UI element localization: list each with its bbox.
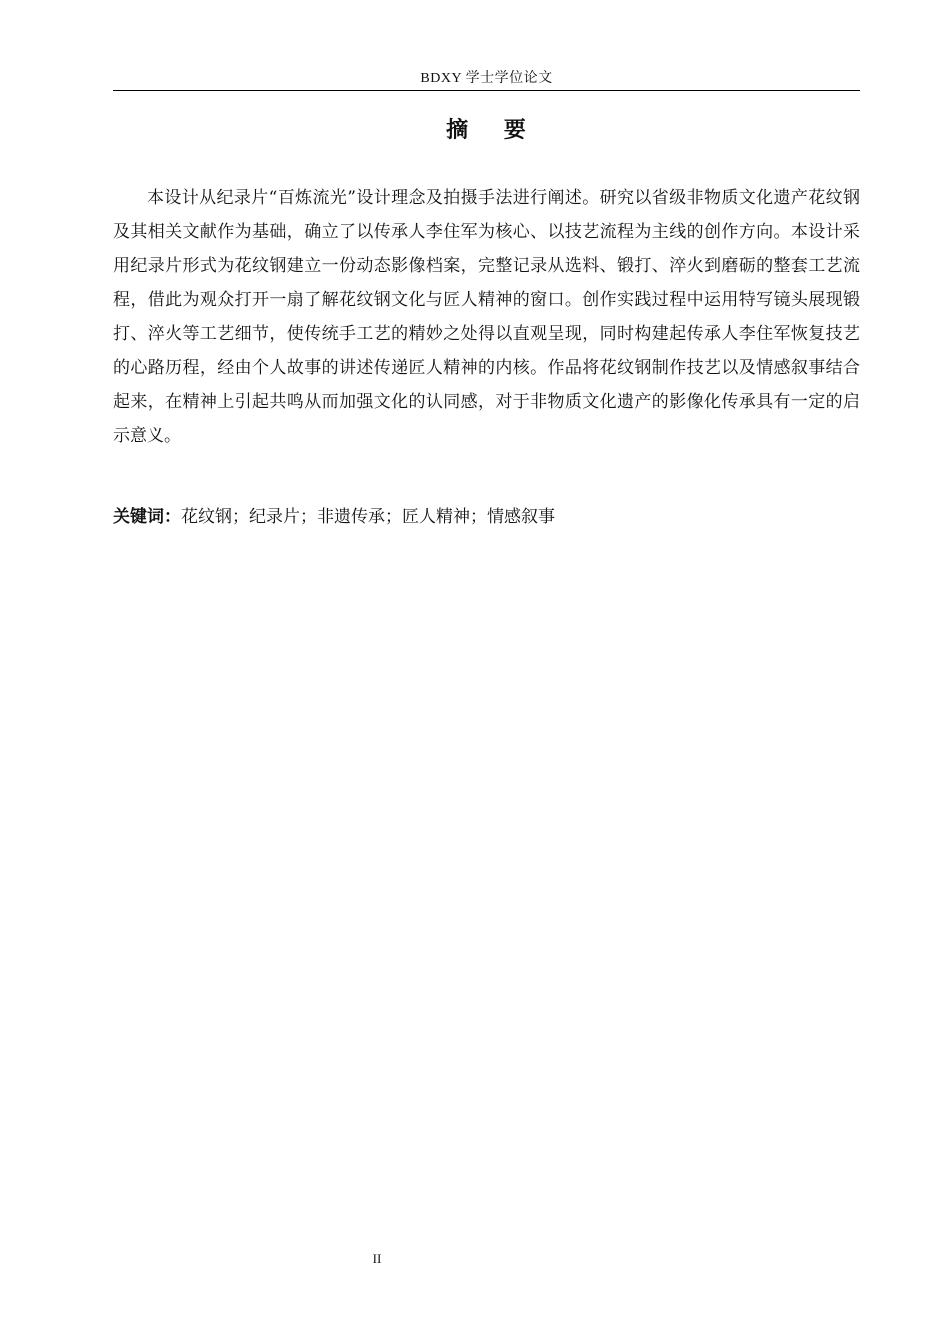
page-number: II (372, 1251, 382, 1266)
running-header: BDXY 学士学位论文 (420, 71, 553, 86)
header-divider (113, 90, 860, 91)
keywords-line (113, 502, 860, 532)
abstract-paragraph: 本设计从纪录片“百炼流光”设计理念及拍摄手法进行阐述。研究以省级非物质文化遗产花纹钢及其相关文献作为基础，确立了以传承人李住军为核心、以技艺流程为主线的创作方向。本设计采用纪录片形式为花纹钢建立一份动态影像档案，完整记录从选料、锻打、淬火到磨砺的整套工艺流程，借此为观众打开一扇了解花纹钢文化与匠人精神的窗口。创作实践过程中运用特写镜头展现锻打、淬火等工艺细节，使传统手工艺的精妙之处得以直观呈现，同时构建起传承人李住军恢复技艺的心路历程，经由个人故事的讲述传递匠人精神的内核。作品将花纹钢制作技艺以及情感叙事结合起来，在精神上引起共鸣从而加强文化的认同感，对于非物质文化遗产的影像化传承具有一定的启示意义。 (113, 188, 860, 446)
abstract-title: 摘 要 (446, 118, 527, 143)
keywords-value: 花纹钢；纪录片；非遗传承；匠人精神；情感叙事 (181, 507, 555, 527)
keywords-label: 关键词： (113, 507, 181, 527)
